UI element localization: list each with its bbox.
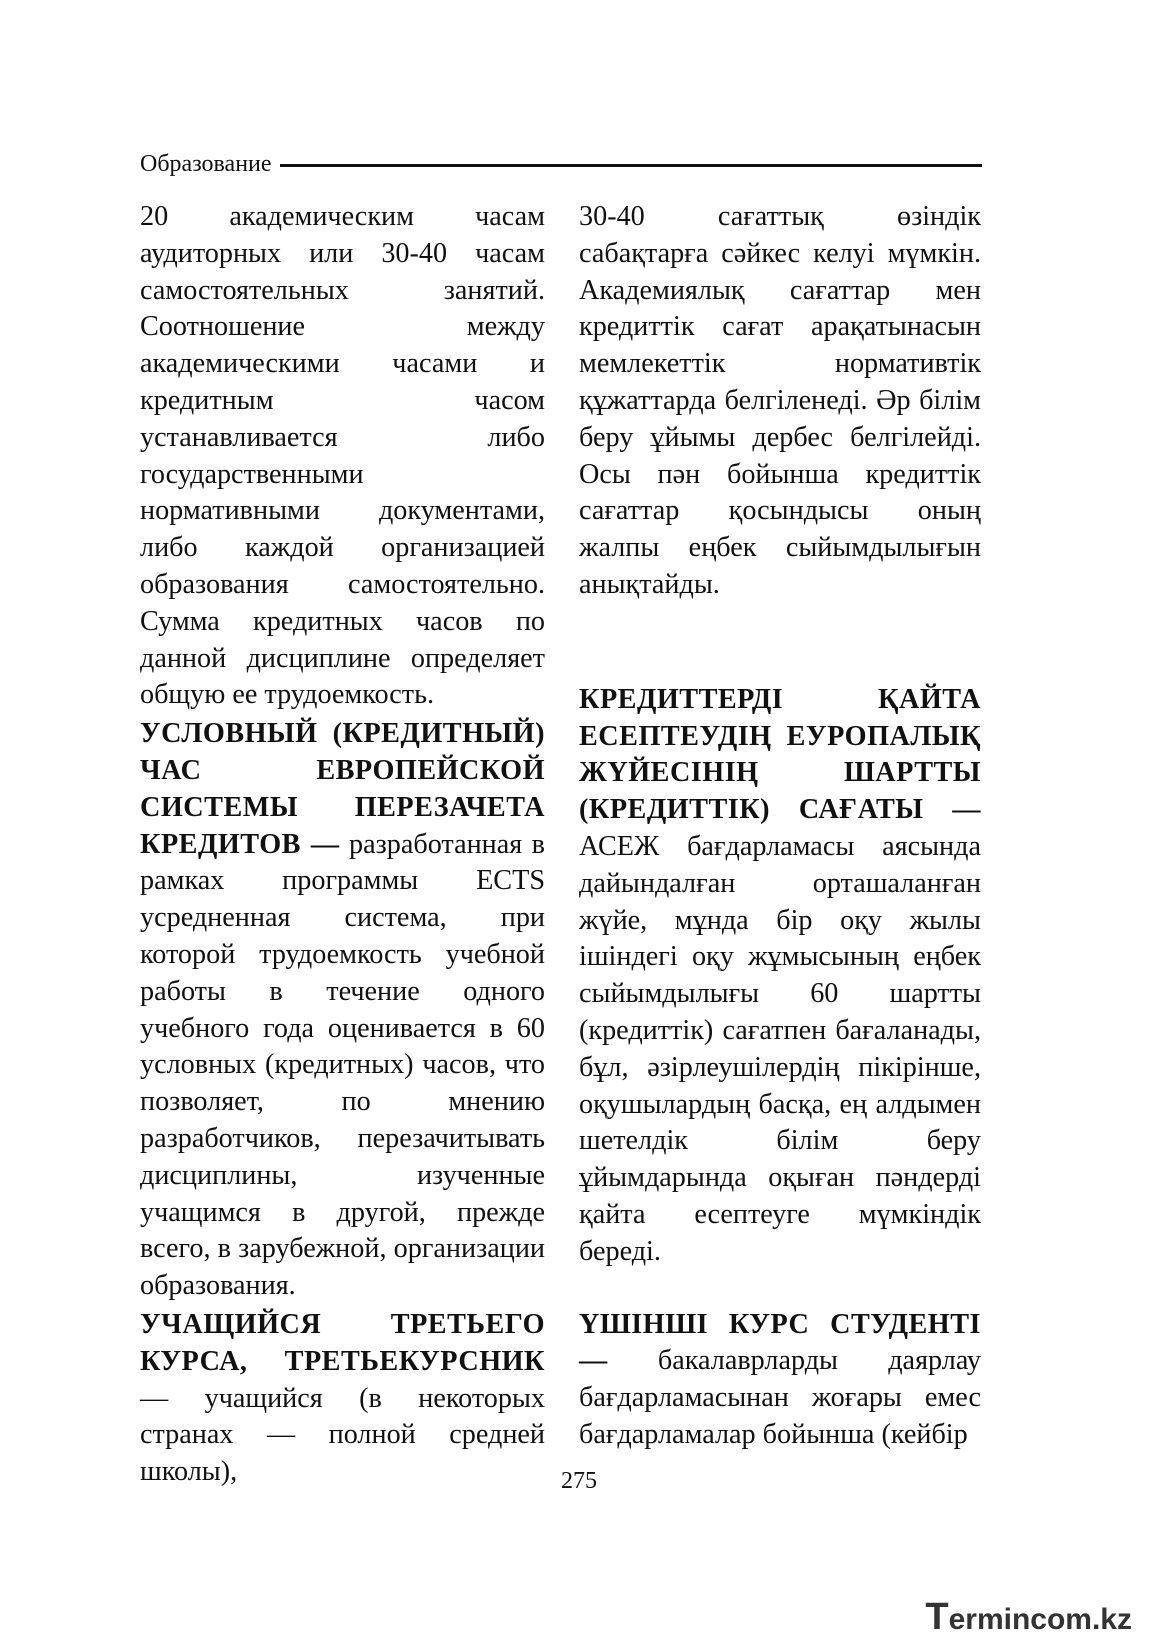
left-entry-2-term: УСЛОВНЫЙ (КРЕДИТНЫЙ) ЧАС ЕВРОПЕЙСКОЙ СИСТЕМЫ ПЕРЕЗАЧЕТА КРЕДИТОВ — (140, 718, 545, 860)
left-entry-3-text: — учащийся (в некоторых странах — полной средней школы), (140, 1382, 545, 1488)
section-title: Образование (140, 150, 272, 177)
running-header (140, 147, 982, 181)
watermark-rest: ermincom.kz (948, 1603, 1132, 1636)
right-paragraph-1: 30-40 сағаттық өзіндік сабақтарға сәйкес келуі мүмкін. Академиялық сағаттар мен кредиттік сағат арақатынасын мемлекеттік нормативтік құжаттарда белгіленеді. Әр білім беру ұйымы дербес белгілейді. Осы пән бойынша кредиттік сағаттар қосындысы оның жалпы еңбек сыйымдылығын анықтайды. (579, 201, 981, 600)
right-entry-3-term: ҮШІНШІ КУРС СТУДЕНТІ — (579, 1308, 981, 1377)
left-paragraph-1: 20 академическим часам аудиторных или 30-40 часам самостоятельных занятий. Соотношение между академическими часами и кредитным часом устанавливается либо государственными нормативными документами, либо каждой организацией образования самостоятельно. Сумма кредитных часов по данной дисциплине определяет общую ее трудоемкость. (140, 201, 545, 711)
right-entry-2 (579, 682, 981, 1271)
header-rule (280, 164, 982, 167)
left-column (140, 199, 545, 1491)
right-entry-2-text: АСЕЖ бағдарламасы аясында дайындалған орташаланған жүйе, мұнда бір оқу жылы ішіндегі оқу жұмысының еңбек сыйымдылығы 60 шартты (кредиттік) сағатпен бағаланады, бұл, әзірлеушілердің пікірінше, оқушылардың басқа, ең алдымен шетелдік білім беру ұйымдарында оқыған пәндерді қайта есептеуге мүмкіндік береді. (579, 830, 981, 1267)
right-column (579, 199, 981, 1454)
right-entry-3 (579, 1307, 981, 1454)
left-entry-2-text: разработанная в рамках программы ECTS усредненная система, при которой трудоемкость учебной работы в течение одного учебного года оценивается в 60 условных (кредитных) часов, что позволяет, по мнению разработчиков, перезачитывать дисциплины, изученные учащимся в другой, прежде всего, в зарубежной, организации образования. (140, 828, 545, 1302)
page-number: 275 (561, 1468, 597, 1494)
right-entry-3-text: бакалаврларды даярлау бағдарламасынан жоғары емес бағдарламалар бойынша (кейбір (579, 1345, 981, 1450)
left-entry-3-term: УЧАЩИЙСЯ ТРЕТЬЕГО КУРСА, ТРЕТЬЕКУРСНИК (140, 1308, 545, 1377)
watermark-first-letter: T (925, 1596, 949, 1638)
site-watermark-logo (925, 1596, 1132, 1639)
left-entry-2 (140, 716, 545, 1305)
right-entry-2-term: КРЕДИТТЕРДІ ҚАЙТА ЕСЕПТЕУДІҢ ЕУРОПАЛЫҚ ЖҮЙЕСІНІҢ ШАРТТЫ (КРЕДИТТІК) САҒАТЫ — (579, 683, 981, 826)
left-entry-3 (140, 1307, 545, 1491)
